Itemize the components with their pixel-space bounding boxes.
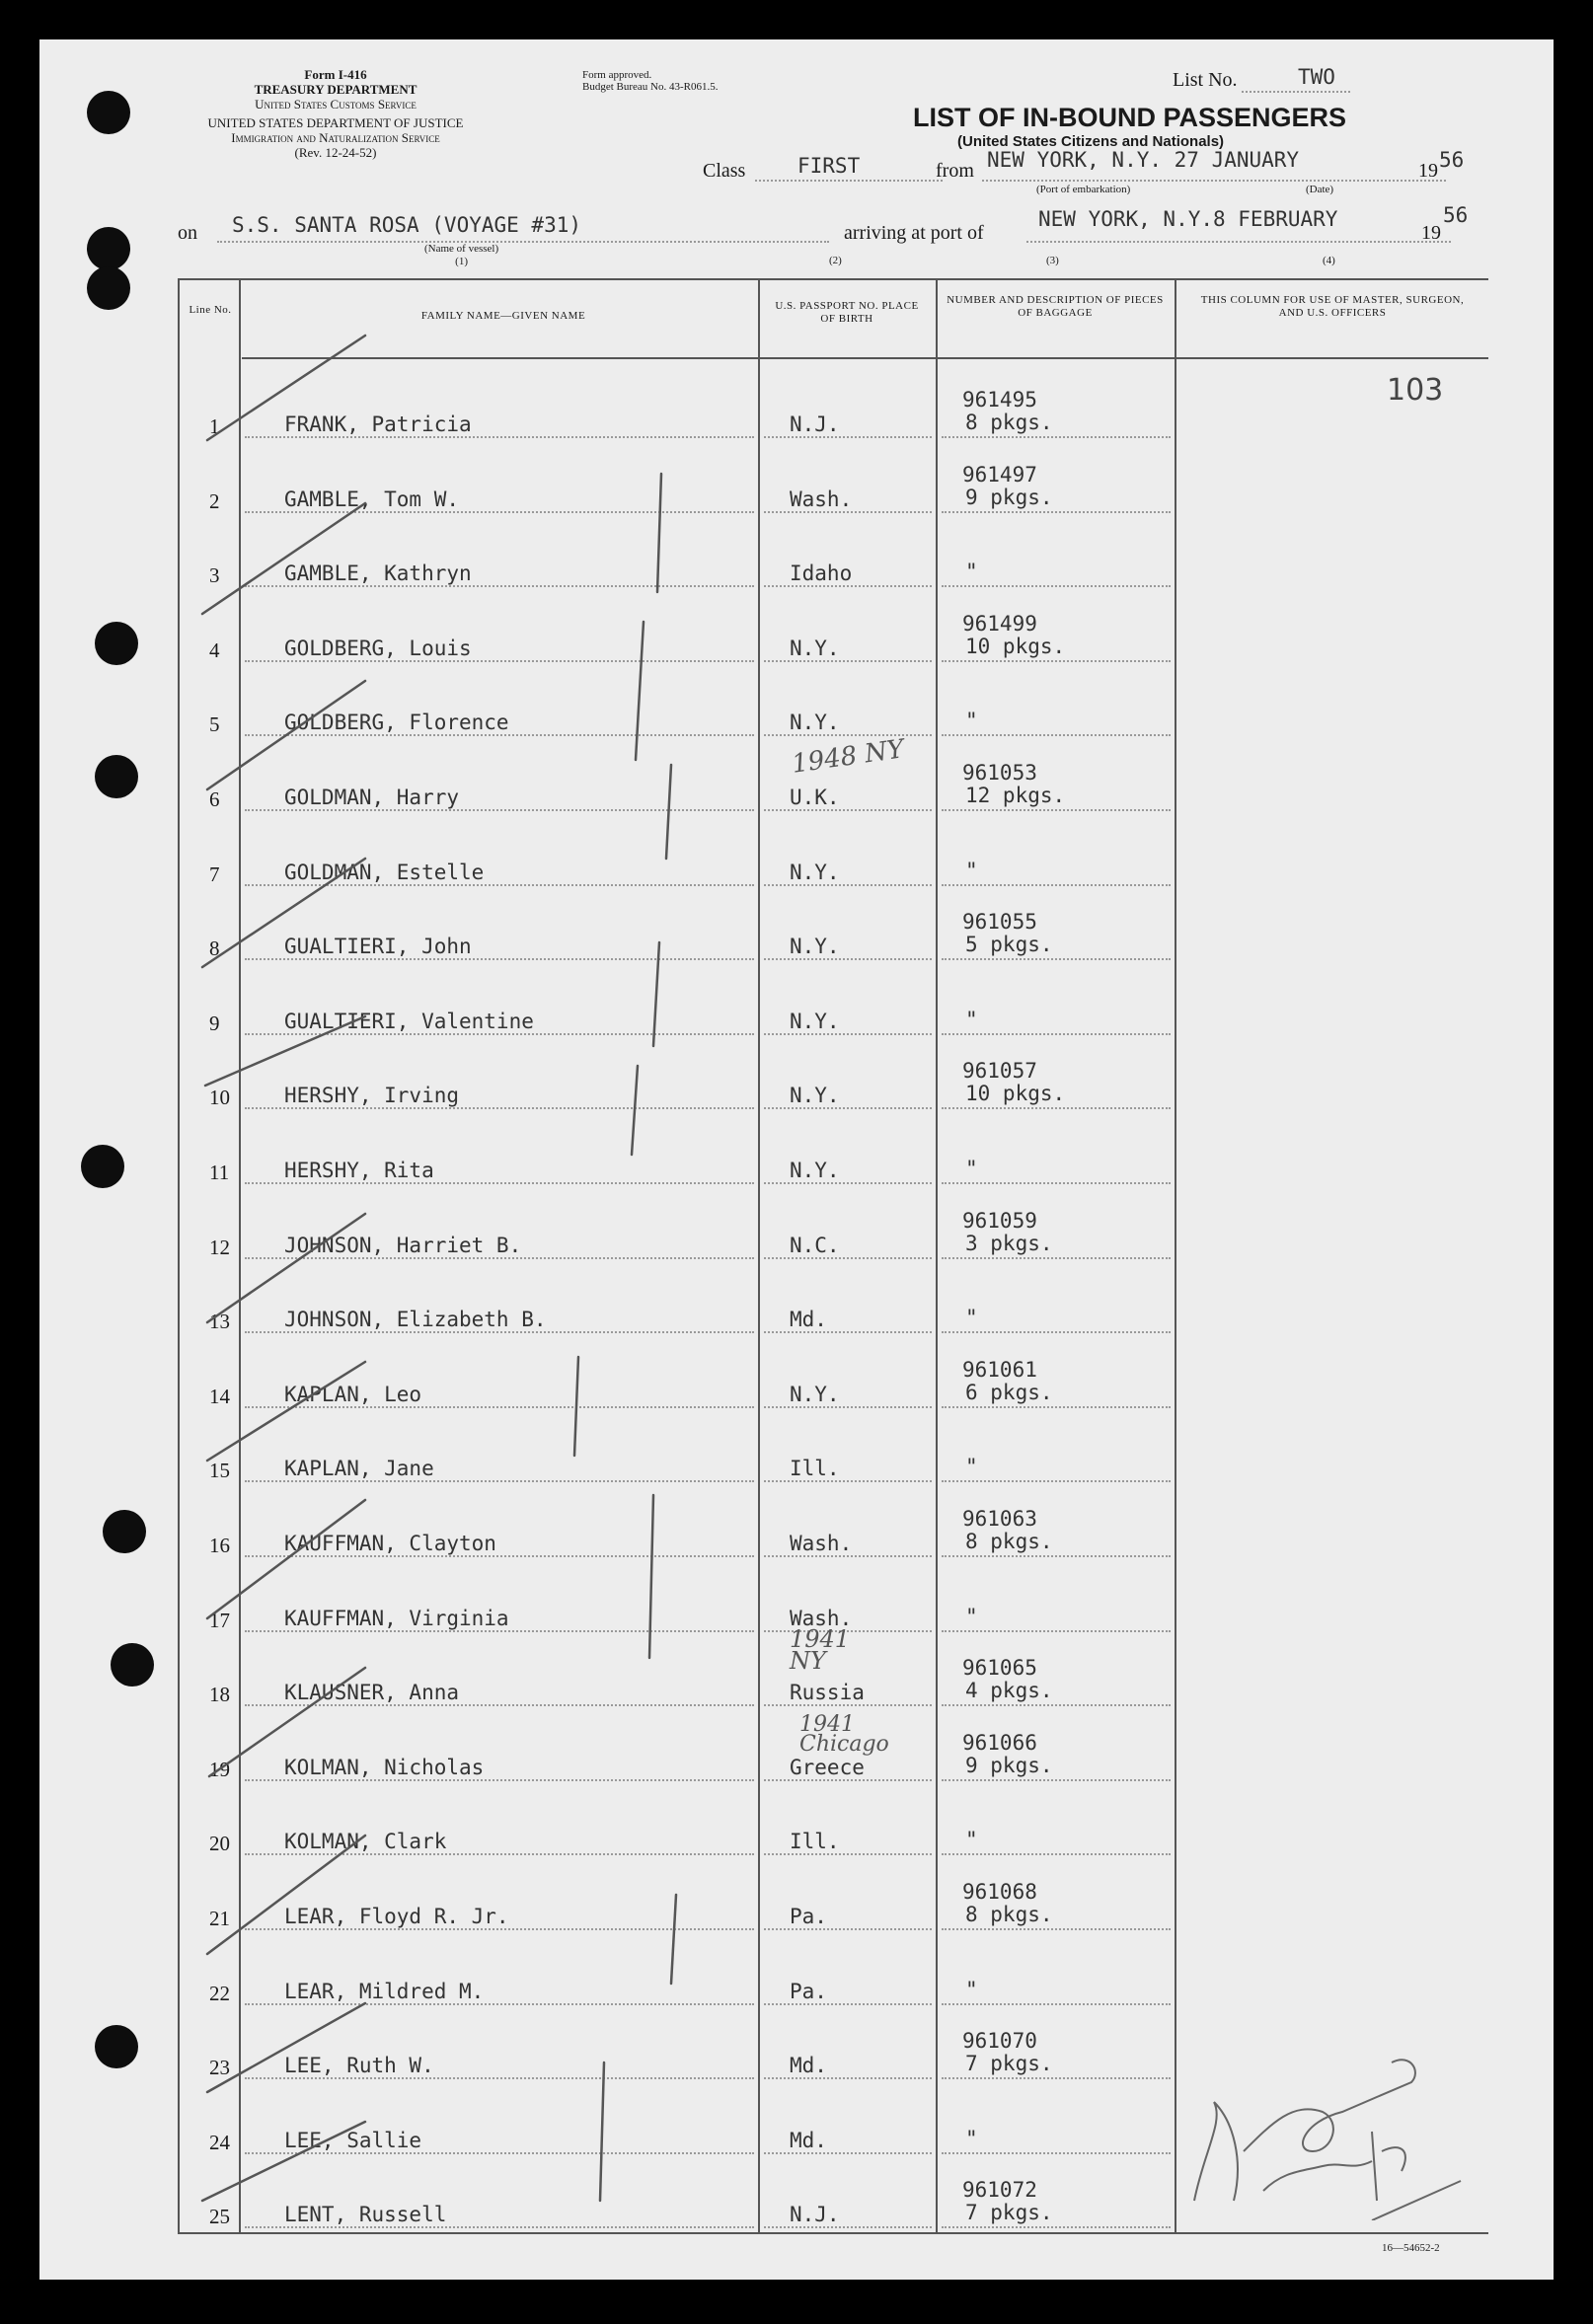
place-of-birth: N.Y. <box>790 711 840 735</box>
passenger-name: GOLDBERG, Florence <box>284 711 509 735</box>
baggage-description: 7 pkgs. <box>965 2052 1053 2076</box>
baggage-description: " <box>965 560 978 584</box>
passenger-name: KLAUSNER, Anna <box>284 1681 460 1705</box>
baggage-number: 961055 <box>962 910 1037 935</box>
line-number: 14 <box>209 1384 230 1408</box>
passenger-name: KOLMAN, Nicholas <box>284 1755 485 1779</box>
port-caption: (Port of embarkation) <box>1036 184 1131 195</box>
from-year: 56 <box>1439 148 1465 172</box>
passenger-name: KAPLAN, Jane <box>284 1457 434 1481</box>
baggage-description: " <box>965 2126 978 2150</box>
line-number: 15 <box>209 1459 230 1483</box>
line-number: 23 <box>209 2056 230 2080</box>
baggage-description: " <box>965 1604 978 1628</box>
arriving-label: arriving at port of <box>844 222 984 244</box>
passenger-name: KAUFFMAN, Virginia <box>284 1606 509 1630</box>
binder-hole <box>103 1510 146 1553</box>
col3-caption: (3) <box>1046 255 1059 266</box>
baggage-description: " <box>965 1455 978 1479</box>
line-number: 5 <box>209 712 220 737</box>
baggage-description: 10 pkgs. <box>965 634 1066 658</box>
place-of-birth: Idaho <box>790 562 853 586</box>
place-of-birth: Ill. <box>790 1457 840 1481</box>
line-number: 22 <box>209 1981 230 2005</box>
baggage-number: 961497 <box>962 462 1037 487</box>
passenger-name: LENT, Russell <box>284 2203 447 2227</box>
customs-service: United States Customs Service <box>255 97 417 112</box>
line-number: 13 <box>209 1310 230 1334</box>
header-baggage: NUMBER AND DESCRIPTION OF PIECES OF BAGGAGE <box>947 294 1164 319</box>
place-of-birth: Wash. <box>790 487 853 511</box>
binder-hole <box>87 266 130 310</box>
place-of-birth: N.Y. <box>790 860 840 884</box>
line-number: 17 <box>209 1608 230 1632</box>
binder-hole <box>95 622 138 665</box>
line-number: 21 <box>209 1907 230 1930</box>
passenger-name: JOHNSON, Harriet B. <box>284 1233 522 1257</box>
baggage-description: 8 pkgs. <box>965 1903 1053 1926</box>
baggage-description: 9 pkgs. <box>965 485 1053 509</box>
passenger-name: HERSHY, Irving <box>284 1084 460 1108</box>
line-number: 18 <box>209 1683 230 1707</box>
passenger-name: HERSHY, Rita <box>284 1159 434 1182</box>
passenger-name: GAMBLE, Kathryn <box>284 562 472 586</box>
arrival-port: NEW YORK, N.Y.8 FEBRUARY <box>1038 207 1338 231</box>
line-number: 11 <box>209 1161 230 1184</box>
place-of-birth: Wash. <box>790 1606 853 1630</box>
binder-hole <box>111 1643 154 1687</box>
place-of-birth: N.Y. <box>790 1382 840 1406</box>
baggage-number: 961053 <box>962 761 1037 785</box>
handwritten-marks <box>39 39 1554 2280</box>
form-rev: (Rev. 12-24-52) <box>294 145 377 160</box>
baggage-number: 961068 <box>962 1880 1037 1904</box>
baggage-description: 9 pkgs. <box>965 1753 1053 1777</box>
baggage-number: 961495 <box>962 388 1037 412</box>
list-no-label: List No. <box>1173 69 1238 91</box>
binder-hole <box>81 1145 124 1188</box>
header-passport: U.S. PASSPORT NO. PLACE OF BIRTH <box>775 300 919 325</box>
passenger-name: GAMBLE, Tom W. <box>284 487 460 511</box>
place-of-birth: N.J. <box>790 2203 840 2227</box>
passenger-name: LEAR, Mildred M. <box>284 1979 485 2003</box>
baggage-number: 961066 <box>962 1730 1037 1755</box>
arrival-year: 56 <box>1443 203 1469 227</box>
page-number: 103 <box>1387 373 1444 408</box>
col4-caption: (4) <box>1323 255 1335 266</box>
date-caption: (Date) <box>1306 184 1334 195</box>
line-number: 25 <box>209 2205 230 2229</box>
col2-caption: (2) <box>829 255 842 266</box>
place-of-birth: Greece <box>790 1755 865 1779</box>
baggage-description: 5 pkgs. <box>965 933 1053 957</box>
class-label: Class <box>703 160 746 182</box>
from-value: NEW YORK, N.Y. 27 JANUARY <box>987 148 1300 172</box>
from-label: from <box>936 160 974 182</box>
line-number: 6 <box>209 787 220 811</box>
baggage-number: 961499 <box>962 611 1037 636</box>
from-year-prefix: 19 <box>1418 160 1438 182</box>
baggage-number: 961061 <box>962 1357 1037 1382</box>
baggage-description: " <box>965 1157 978 1180</box>
binder-hole <box>95 755 138 798</box>
passenger-name: KAUFFMAN, Clayton <box>284 1532 496 1555</box>
place-of-birth: Pa. <box>790 1979 827 2003</box>
line-number: 16 <box>209 1534 230 1557</box>
binder-hole <box>87 227 130 270</box>
passenger-name: LEAR, Floyd R. Jr. <box>284 1905 509 1928</box>
line-number: 20 <box>209 1832 230 1856</box>
baggage-number: 961063 <box>962 1507 1037 1531</box>
vessel-caption-text: (Name of vessel) <box>424 243 499 255</box>
place-of-birth: N.Y. <box>790 935 840 959</box>
line-number: 7 <box>209 862 220 886</box>
line-number: 2 <box>209 488 220 513</box>
baggage-description: " <box>965 1977 978 2001</box>
line-number: 19 <box>209 1757 230 1781</box>
passenger-name: KAPLAN, Leo <box>284 1382 422 1406</box>
passenger-name: LEE, Sallie <box>284 2128 422 2152</box>
place-of-birth: N.J. <box>790 412 840 436</box>
place-of-birth: N.Y. <box>790 1009 840 1033</box>
form-approved: Form approved. <box>582 69 652 81</box>
baggage-description: 4 pkgs. <box>965 1679 1053 1703</box>
passenger-name: GUALTIERI, Valentine <box>284 1009 534 1033</box>
col1-caption: (1) <box>455 256 468 267</box>
passenger-name: KOLMAN, Clark <box>284 1830 447 1854</box>
passenger-name: FRANK, Patricia <box>284 412 472 436</box>
baggage-description: 6 pkgs. <box>965 1380 1053 1404</box>
document-page <box>39 39 1554 2280</box>
baggage-description: " <box>965 709 978 733</box>
baggage-description: 7 pkgs. <box>965 2201 1053 2225</box>
list-no-value: TWO <box>1298 65 1335 89</box>
header-line-no: Line No. <box>189 304 232 316</box>
place-of-birth: Md. <box>790 2128 827 2152</box>
footer-code: 16—54652-2 <box>1382 2242 1440 2254</box>
signature-text <box>1224 2112 1236 2113</box>
line-number: 24 <box>209 2130 230 2154</box>
on-label: on <box>178 222 197 244</box>
form-number: Form I-416 <box>304 67 367 82</box>
line-number: 8 <box>209 937 220 961</box>
binder-hole <box>87 91 130 134</box>
treasury-dept: TREASURY DEPARTMENT <box>254 82 417 97</box>
place-of-birth: N.Y. <box>790 1084 840 1108</box>
place-of-birth: Ill. <box>790 1830 840 1854</box>
line-number: 10 <box>209 1086 230 1110</box>
baggage-description: 8 pkgs. <box>965 411 1053 434</box>
baggage-description: " <box>965 1007 978 1031</box>
line-number: 1 <box>209 414 220 438</box>
line-number: 9 <box>209 1011 220 1035</box>
passenger-name: GOLDMAN, Estelle <box>284 860 485 884</box>
baggage-description: 10 pkgs. <box>965 1082 1066 1106</box>
baggage-number: 961059 <box>962 1208 1037 1233</box>
class-value: FIRST <box>797 154 861 178</box>
line-number: 12 <box>209 1235 230 1259</box>
arrival-year-prefix: 19 <box>1421 222 1441 244</box>
budget-bureau: Budget Bureau No. 43-R061.5. <box>582 81 719 93</box>
baggage-description: 3 pkgs. <box>965 1231 1053 1255</box>
handwritten-note-row6: 1948 NY <box>790 734 906 780</box>
signature-graphic <box>1175 2003 1471 2220</box>
passenger-name: GUALTIERI, John <box>284 935 472 959</box>
baggage-description: " <box>965 1306 978 1330</box>
handwritten-note-row18: 1941 NY <box>790 1625 851 1675</box>
passenger-name: GOLDMAN, Harry <box>284 786 460 809</box>
place-of-birth: U.K. <box>790 786 840 809</box>
line-number: 4 <box>209 637 220 662</box>
baggage-description: 12 pkgs. <box>965 784 1066 807</box>
line-number: 3 <box>209 563 220 588</box>
list-title: LIST OF IN-BOUND PASSENGERS <box>913 103 1347 132</box>
list-subtitle: (United States Citizens and Nationals) <box>957 133 1225 150</box>
place-of-birth: Pa. <box>790 1905 827 1928</box>
baggage-number: 961070 <box>962 2029 1037 2054</box>
ins-service: Immigration and Naturalization Service <box>231 130 440 145</box>
baggage-number: 961057 <box>962 1059 1037 1084</box>
baggage-description: " <box>965 858 978 882</box>
place-of-birth: Md. <box>790 2054 827 2078</box>
baggage-number: 961072 <box>962 2178 1037 2203</box>
place-of-birth: N.Y. <box>790 1159 840 1182</box>
passenger-name: GOLDBERG, Louis <box>284 636 472 660</box>
place-of-birth: N.Y. <box>790 636 840 660</box>
passenger-name: JOHNSON, Elizabeth B. <box>284 1308 547 1332</box>
place-of-birth: Wash. <box>790 1532 853 1555</box>
place-of-birth: N.C. <box>790 1233 840 1257</box>
justice-dept: UNITED STATES DEPARTMENT OF JUSTICE <box>207 115 464 130</box>
header-master: THIS COLUMN FOR USE OF MASTER, SURGEON, AND U.S. OFFICERS <box>1200 294 1465 319</box>
binder-hole <box>95 2025 138 2068</box>
passenger-name: LEE, Ruth W. <box>284 2054 434 2078</box>
baggage-number: 961065 <box>962 1656 1037 1681</box>
place-of-birth: Russia <box>790 1681 865 1705</box>
handwritten-note-row19: 1941 Chicago <box>799 1712 889 1757</box>
vessel-name: S.S. SANTA ROSA (VOYAGE #31) <box>232 213 582 237</box>
place-of-birth: Md. <box>790 1308 827 1332</box>
header-name: FAMILY NAME—GIVEN NAME <box>420 310 586 322</box>
baggage-description: " <box>965 1828 978 1852</box>
baggage-description: 8 pkgs. <box>965 1530 1053 1553</box>
